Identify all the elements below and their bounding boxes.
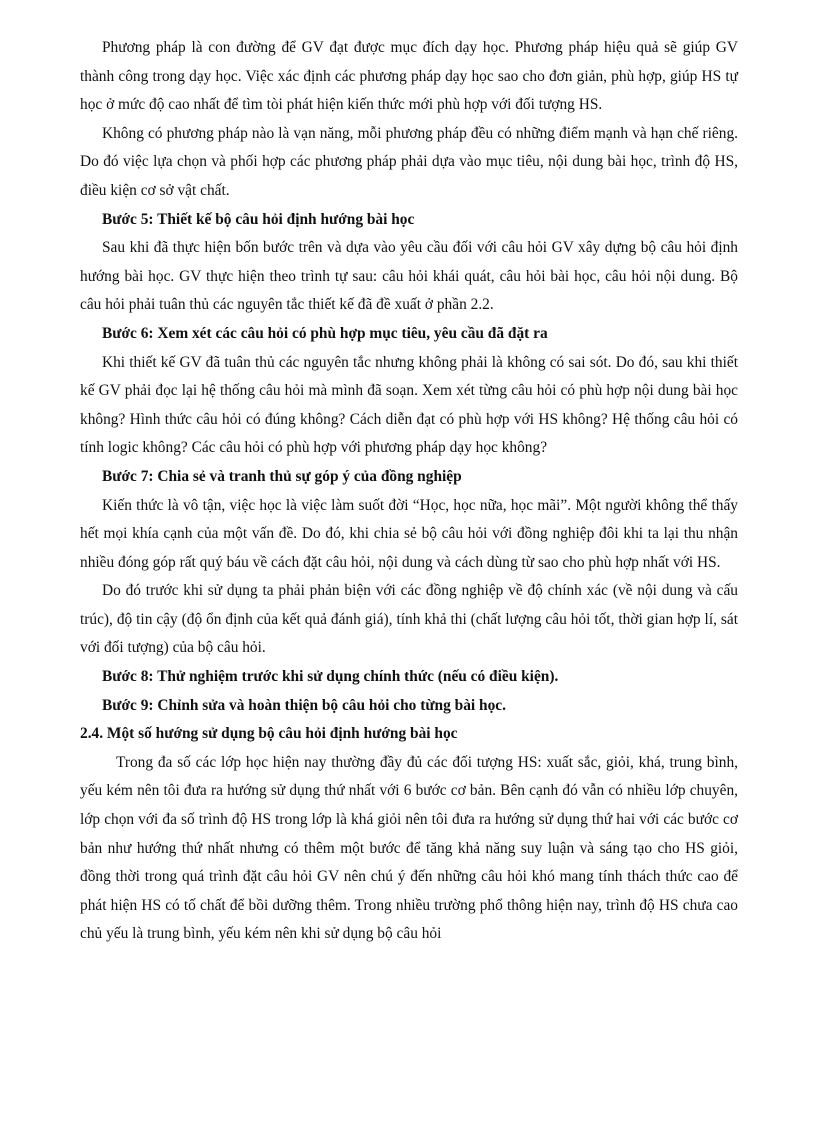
paragraph-method-definition: Phương pháp là con đường để GV đạt được mục đích dạy học. Phương pháp hiệu quả sẽ giúp GV thành công trong dạy học. Việc xác định các phương pháp dạy học sao cho đơn giản, phù hợp, giúp HS tự học ở mức độ cao nhất để tìm tòi phát hiện kiến thức mới phù hợp với đối tượng HS. <box>80 39 738 114</box>
step-9-heading: Bước 9: Chỉnh sửa và hoàn thiện bộ câu hỏi cho từng bài học. <box>102 696 506 714</box>
paragraph-no-universal-method: Không có phương pháp nào là vạn năng, mỗi phương pháp đều có những điểm mạnh và hạn chế riêng. Do đó việc lựa chọn và phối hợp các phương pháp phải dựa vào mục tiêu, nội dung bài học, trình độ HS, điều kiện cơ sở vật chất. <box>80 124 738 199</box>
paragraph-step-5: Sau khi đã thực hiện bốn bước trên và dựa vào yêu cầu đối với câu hỏi GV xây dựng bộ câu hỏi định hướng bài học. GV thực hiện theo trình tự sau: câu hỏi khái quát, câu hỏi bài học, câu hỏi nội dung. Bộ câu hỏi phải tuân thủ các nguyên tắc thiết kế đã đề xuất ở phần 2.2. <box>80 239 738 314</box>
step-6-heading: Bước 6: Xem xét các câu hỏi có phù hợp mục tiêu, yêu cầu đã đặt ra <box>102 324 548 342</box>
paragraph-step-6: Khi thiết kế GV đã tuân thủ các nguyên tắc nhưng không phải là không có sai sót. Do đó, sau khi thiết kế GV phải đọc lại hệ thống câu hỏi mà mình đã soạn. Xem xét từng câu hỏi có phù hợp nội dung bài học không? Hình thức câu hỏi có đúng không? Cách diễn đạt có phù hợp với HS không? Hệ thống câu hỏi có tính logic không? Các câu hỏi có phù hợp với phương pháp dạy học không? <box>80 353 738 457</box>
paragraph-step-7: Kiến thức là vô tận, việc học là việc làm suốt đời “Học, học nữa, học mãi”. Một người không thể thấy hết mọi khía cạnh của một vấn đề. Do đó, khi chia sẻ bộ câu hỏi với đồng nghiệp đôi khi ta lại thu nhận nhiều đóng góp rất quý báu về cách đặt câu hỏi, nội dung và cách dùng từ sao cho phù hợp nhất với HS. <box>80 496 738 571</box>
step-8-heading: Bước 8: Thử nghiệm trước khi sử dụng chính thức (nếu có điều kiện). <box>102 668 559 686</box>
paragraph-section-2-4: Trong đa số các lớp học hiện nay thường đầy đủ các đối tượng HS: xuất sắc, giỏi, khá, trung bình, yếu kém nên tôi đưa ra hướng sử dụng thứ nhất với 6 bước cơ bản. Bên cạnh đó vẫn có nhiều lớp chuyên, lớp chọn với đa số trình độ HS trong lớp là khá giỏi nên tôi đưa ra hướng sử dụng thứ hai với các bước cơ bản như hướng thứ nhất nhưng có thêm một bước để tăng khả năng suy luận và sáng tạo cho HS giỏi, đồng thời trong quá trình đặt câu hỏi GV nên chú ý đến những câu hỏi khó mang tính thách thức cao để phát hiện HS có tố chất để bồi dưỡng thêm. Trong nhiều trường phổ thông hiện nay, trình độ HS chưa cao chủ yếu là trung bình, yếu kém nên khi sử dụng bộ câu hỏi <box>80 753 738 943</box>
section-2-4-heading: 2.4. Một số hướng sử dụng bộ câu hỏi định hướng bài học <box>80 725 458 743</box>
step-7-heading: Bước 7: Chia sẻ và tranh thủ sự góp ý của đồng nghiệp <box>102 467 462 485</box>
paragraph-peer-review: Do đó trước khi sử dụng ta phải phản biện với các đồng nghiệp về độ chính xác (về nội dung và cấu trúc), độ tin cậy (độ ổn định của kết quả đánh giá), tính khả thi (chất lượng câu hỏi tốt, thời gian hợp lí, sát với đối tượng) của bộ câu hỏi. <box>80 582 738 657</box>
step-5-heading: Bước 5: Thiết kế bộ câu hỏi định hướng bài học <box>102 210 415 228</box>
